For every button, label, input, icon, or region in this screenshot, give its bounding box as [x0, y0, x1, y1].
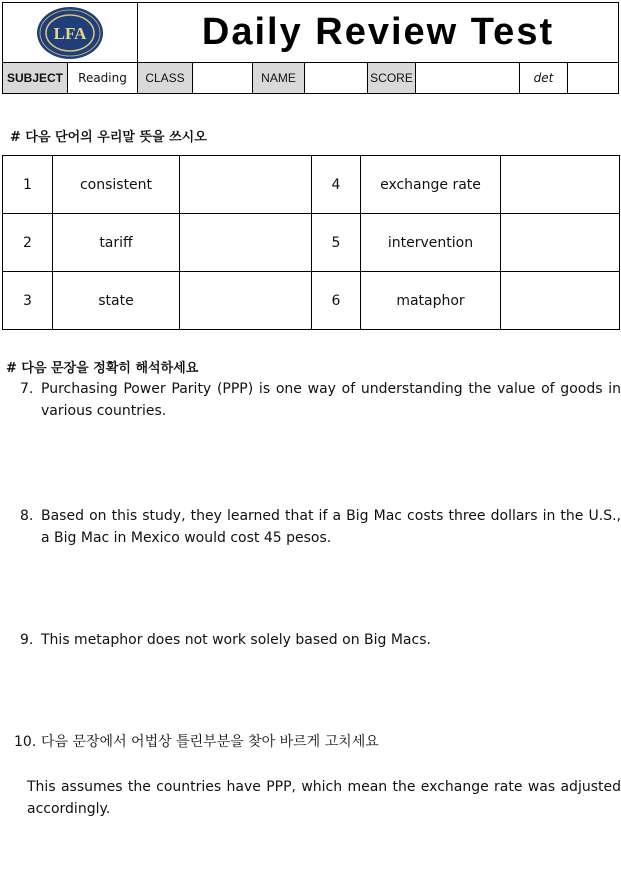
- question-10-sentence: This assumes the countries have PPP, which mean the exchange rate was adjusted accordingly.: [27, 779, 621, 817]
- question-text: Based on this study, they learned that if a Big Mac costs three dollars in the U.S., a Big Mac in Mexico would cost 45 pesos.: [41, 508, 621, 546]
- item-number: 2: [3, 214, 53, 272]
- answer-cell[interactable]: [501, 214, 620, 272]
- page-title: Daily Review Test: [201, 11, 555, 53]
- vocab-table: [2, 155, 620, 330]
- question-8: [20, 505, 621, 549]
- vocab-heading: # 다음 단어의 우리말 뜻을 쓰시오: [10, 130, 207, 145]
- question-10: [14, 731, 615, 753]
- name-label: NAME: [253, 63, 305, 93]
- question-7: [20, 378, 621, 422]
- score-label: SCORE: [368, 63, 416, 93]
- answer-cell[interactable]: [180, 214, 312, 272]
- vocab-word: mataphor: [361, 272, 501, 330]
- subject-value: Reading: [68, 63, 138, 93]
- question-number: 7.: [20, 381, 34, 397]
- extra-field[interactable]: [568, 63, 617, 93]
- test-code: det: [520, 63, 568, 93]
- question-number: 9.: [20, 632, 34, 648]
- vocab-word: intervention: [361, 214, 501, 272]
- item-number: 4: [312, 156, 361, 214]
- academy-logo: [35, 6, 105, 60]
- class-field[interactable]: [193, 63, 253, 93]
- answer-cell[interactable]: [501, 272, 620, 330]
- logo-cell: [3, 3, 138, 63]
- question-text: This metaphor does not work solely based on Big Macs.: [41, 632, 431, 648]
- name-field[interactable]: [305, 63, 368, 93]
- item-number: 1: [3, 156, 53, 214]
- class-label: CLASS: [138, 63, 193, 93]
- table-row: [3, 156, 620, 214]
- question-number: 8.: [20, 508, 34, 524]
- score-field[interactable]: [416, 63, 520, 93]
- vocab-word: consistent: [53, 156, 180, 214]
- vocab-word: state: [53, 272, 180, 330]
- translate-heading: # 다음 문장을 정확히 해석하세요: [6, 361, 199, 376]
- vocab-word: exchange rate: [361, 156, 501, 214]
- header-table: [2, 2, 619, 94]
- answer-cell[interactable]: [501, 156, 620, 214]
- table-row: [3, 272, 620, 330]
- question-text: 다음 문장에서 어법상 틀린부분을 찾아 바르게 고치세요: [41, 734, 379, 750]
- logo-text: LFA: [53, 23, 87, 43]
- item-number: 3: [3, 272, 53, 330]
- table-row: [3, 214, 620, 272]
- title-cell: [138, 3, 618, 63]
- subject-label: SUBJECT: [3, 63, 68, 93]
- question-number: 10.: [14, 734, 37, 750]
- item-number: 6: [312, 272, 361, 330]
- answer-cell[interactable]: [180, 156, 312, 214]
- question-text: Purchasing Power Parity (PPP) is one way of understanding the value of goods in various countries.: [41, 381, 621, 419]
- answer-cell[interactable]: [180, 272, 312, 330]
- item-number: 5: [312, 214, 361, 272]
- question-9: [20, 629, 621, 651]
- vocab-word: tariff: [53, 214, 180, 272]
- info-row: [3, 63, 618, 93]
